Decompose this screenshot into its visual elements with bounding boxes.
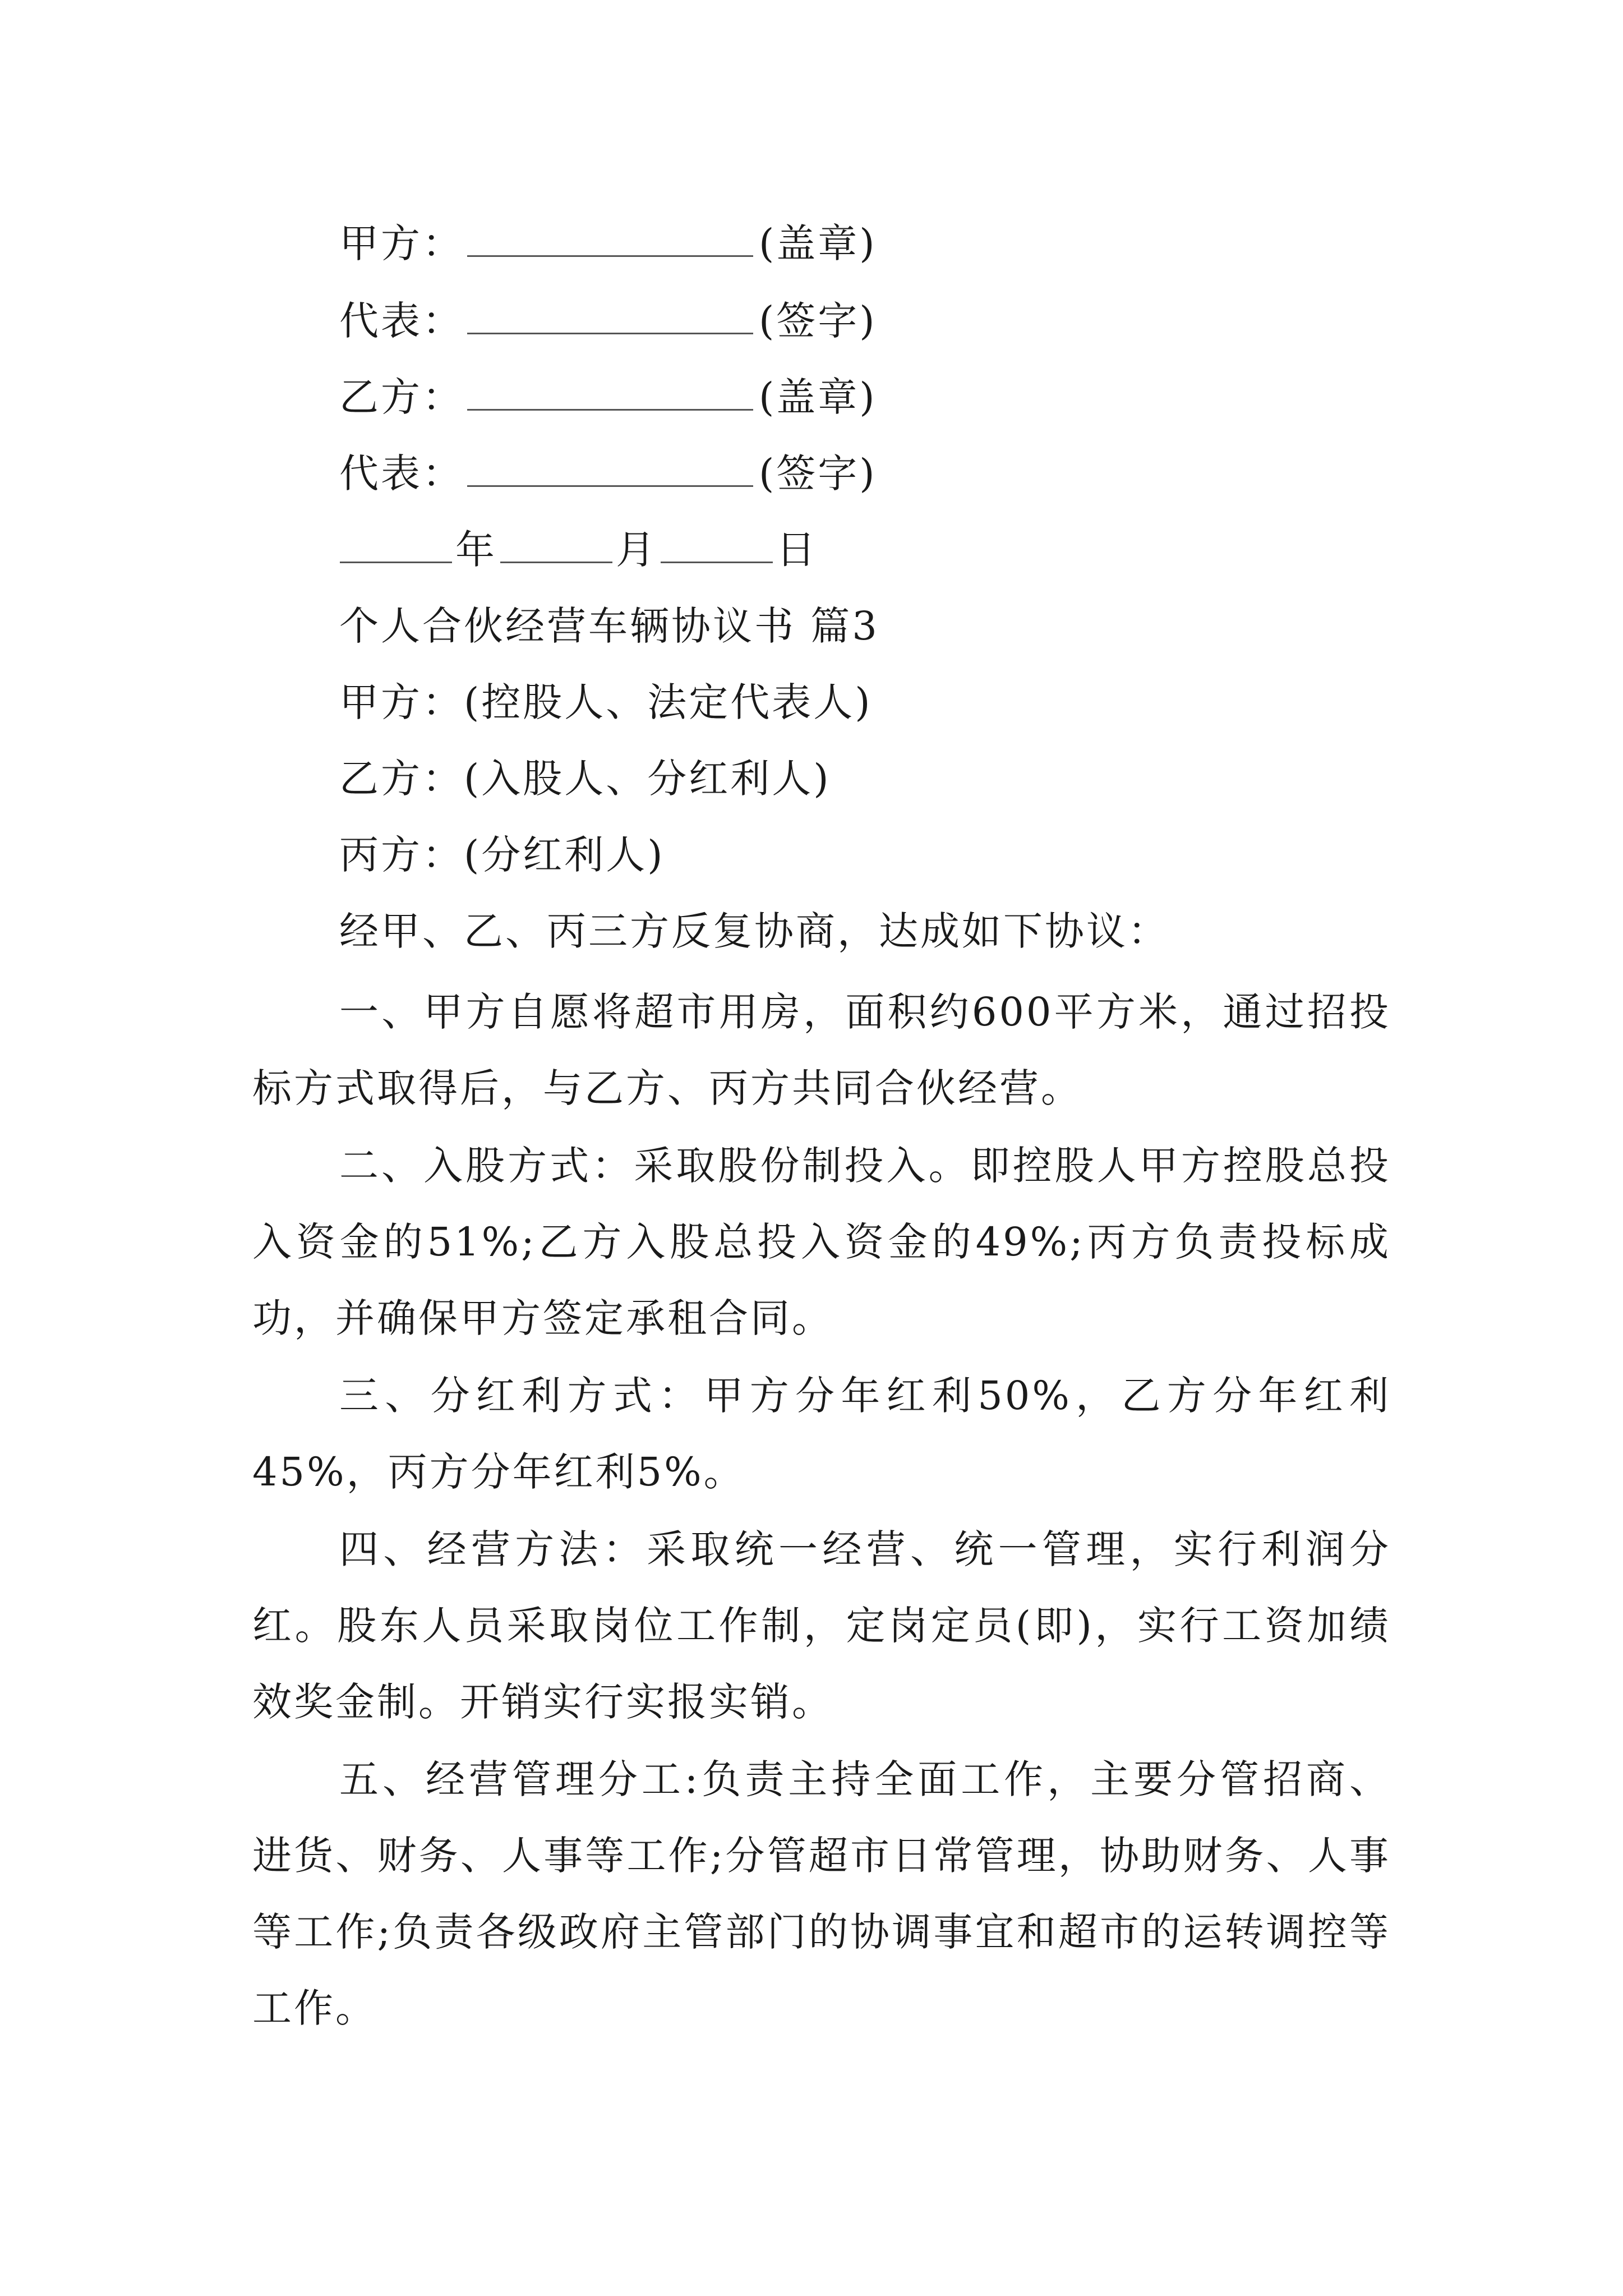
month-blank — [500, 528, 612, 563]
signature-label: 乙方： — [339, 374, 464, 420]
intro-line: 经甲、乙、丙三方反复协商，达成如下协议： — [339, 908, 1169, 954]
signature-label: 代表： — [339, 298, 464, 344]
date-line — [336, 524, 818, 576]
year-label: 年 — [455, 527, 497, 573]
clause-paragraph: 三、分红利方式：甲方分年红利50%，乙方分年红利45%，丙方分年红利5%。 — [252, 1373, 1391, 1495]
signature-line-representative-b — [339, 448, 877, 499]
signature-line-party-b — [339, 371, 877, 423]
signature-line-party-a — [339, 218, 877, 269]
signature-blank — [467, 375, 753, 411]
signature-label: 甲方： — [339, 220, 464, 266]
clause-paragraph: 一、甲方自愿将超市用房，面积约600平方米，通过招投标方式取得后，与乙方、丙方共同合伙经营。 — [252, 989, 1391, 1111]
clause-paragraph: 四、经营方法：采取统一经营、统一管理，实行利润分红。股东人员采取岗位工作制，定岗定员(即)，实行工资加绩效奖金制。开销实行实报实销。 — [252, 1526, 1391, 1725]
party-c-line: 丙方：(分红利人) — [339, 832, 665, 878]
party-a-line: 甲方：(控股人、法定代表人) — [339, 679, 873, 725]
day-blank — [661, 528, 773, 563]
month-label: 月 — [616, 527, 657, 573]
signature-blank — [467, 222, 753, 257]
signature-blank — [467, 299, 753, 334]
clause-paragraph: 五、经营管理分工:负责主持全面工作，主要分管招商、进货、财务、人事等工作;分管超市日常管理，协助财务、人事等工作;负责各级政府主管部门的协调事宜和超市的运转调控等工作。 — [252, 1756, 1391, 2031]
signature-note: (盖章) — [759, 220, 877, 266]
signature-label: 代表： — [339, 450, 464, 496]
section-heading: 个人合伙经营车辆协议书 篇3 — [339, 603, 879, 649]
year-blank — [340, 528, 452, 563]
signature-line-representative-a — [339, 295, 877, 347]
signature-blank — [467, 452, 753, 487]
day-label: 日 — [776, 527, 818, 573]
party-b-line: 乙方：(入股人、分红利人) — [339, 756, 831, 802]
clause-paragraph: 二、入股方式：采取股份制投入。即控股人甲方控股总投入资金的51%;乙方入股总投入资金的49%;丙方负责投标成功，并确保甲方签定承租合同。 — [252, 1143, 1391, 1341]
signature-note: (盖章) — [759, 374, 877, 420]
signature-note: (签字) — [759, 450, 877, 496]
signature-note: (签字) — [759, 298, 877, 344]
